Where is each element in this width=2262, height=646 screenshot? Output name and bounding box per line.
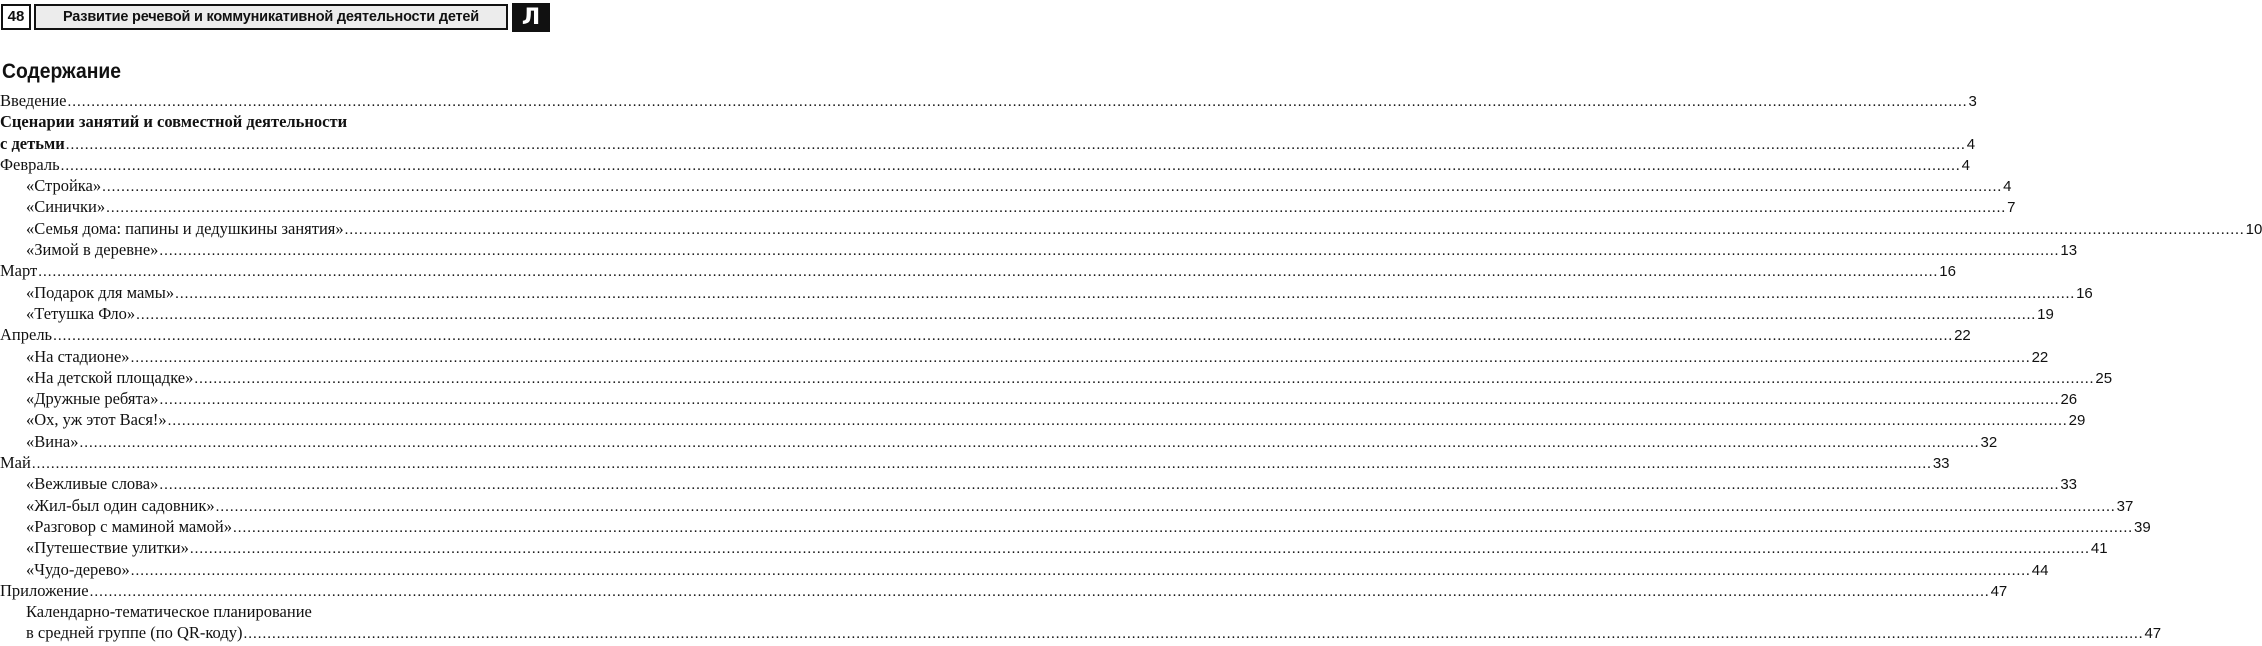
toc-entry-page: 16	[1939, 263, 1956, 281]
dot-leader: ................................................................................................................................................................................................................................................................................................................................................................................................................	[344, 221, 2245, 238]
dot-leader: ................................................................................................................................................................................................................................................................................................................................................................................................................	[167, 413, 2068, 430]
toc-entry-label: «Тетушка Фло»	[26, 303, 136, 323]
dot-leader: ................................................................................................................................................................................................................................................................................................................................................................................................................	[130, 349, 2031, 366]
dot-leader: ................................................................................................................................................................................................................................................................................................................................................................................................................	[65, 136, 1966, 153]
toc-entry-page: 37	[2116, 497, 2134, 515]
toc-entry-page: 44	[2031, 561, 2049, 579]
toc-entry	[0, 218, 2262, 239]
dot-leader: ................................................................................................................................................................................................................................................................................................................................................................................................................	[89, 583, 1990, 600]
toc-entry	[0, 473, 2078, 494]
dot-leader: ................................................................................................................................................................................................................................................................................................................................................................................................................	[106, 200, 2007, 217]
toc-entry-page: 16	[2076, 284, 2093, 302]
toc-entry-label: «Ох, уж этот Вася!»	[26, 410, 167, 430]
toc-entry	[0, 622, 2162, 643]
toc-entry-page: 22	[1954, 327, 1971, 345]
dot-leader: ................................................................................................................................................................................................................................................................................................................................................................................................................	[233, 519, 2134, 536]
publisher-logo-icon: Л	[512, 3, 550, 32]
toc-entry	[0, 580, 2008, 601]
toc-entry-page: 4	[1966, 135, 1976, 153]
dot-leader: ................................................................................................................................................................................................................................................................................................................................................................................................................	[53, 328, 1954, 345]
toc-entry	[0, 388, 2078, 409]
dot-leader: ................................................................................................................................................................................................................................................................................................................................................................................................................	[130, 562, 2031, 579]
toc-entry-page: 47	[2144, 625, 2162, 643]
toc-entry-page: 33	[2060, 476, 2078, 494]
toc-entry-page: 33	[1932, 455, 1950, 473]
toc-entry-page: 7	[2007, 199, 2016, 217]
toc-entry-label: «Вежливые слова»	[26, 474, 159, 494]
toc-entry	[0, 516, 2151, 537]
toc-entry-page: 26	[2060, 391, 2078, 409]
toc-entry-label: «Разговор с маминой мамой»	[26, 516, 233, 536]
dot-leader: ................................................................................................................................................................................................................................................................................................................................................................................................................	[60, 157, 1961, 174]
toc-entry	[0, 260, 1956, 281]
dot-leader: ................................................................................................................................................................................................................................................................................................................................................................................................................	[243, 626, 2144, 643]
dot-leader: ................................................................................................................................................................................................................................................................................................................................................................................................................	[175, 285, 2076, 302]
toc-entry-label: Февраль	[0, 154, 60, 174]
toc-entry-page: 29	[2068, 412, 2086, 430]
dot-leader: ................................................................................................................................................................................................................................................................................................................................................................................................................	[31, 456, 1932, 473]
toc-entry	[0, 409, 2086, 430]
toc-entry-label: «Синички»	[26, 197, 106, 217]
toc-entry	[0, 175, 2012, 196]
toc-entry-label: «На детской площадке»	[26, 367, 194, 387]
toc-entry-page: 13	[2060, 242, 2078, 260]
toc-entry-label: Введение	[0, 91, 67, 110]
toc-entry-page: 3	[1968, 93, 1977, 110]
toc-entry	[0, 367, 2113, 388]
toc-entry-label: Календарно-тематическое планирование	[26, 602, 312, 622]
toc-entry-page: 19	[2037, 305, 2054, 323]
toc-entry	[0, 154, 1970, 175]
toc-entry-label: Приложение	[0, 580, 89, 600]
toc-entry-page: 4	[1961, 156, 1970, 174]
toc-entry	[0, 303, 2054, 324]
toc-entry	[0, 559, 2049, 580]
dot-leader: ................................................................................................................................................................................................................................................................................................................................................................................................................	[189, 541, 2090, 558]
toc-entry-label: Апрель	[0, 325, 53, 345]
table-of-contents	[0, 90, 2262, 644]
toc-entry-page: 39	[2134, 518, 2151, 536]
toc-entry	[0, 90, 1977, 111]
toc-entry-label: «Стройка»	[26, 176, 102, 196]
dot-leader: ................................................................................................................................................................................................................................................................................................................................................................................................................	[159, 477, 2060, 494]
toc-entry-page: 22	[2031, 348, 2049, 366]
toc-entry-label: «Вина»	[26, 431, 79, 451]
toc-entry-label: Сценарии занятий и совместной деятельности	[0, 112, 348, 132]
dot-leader: ................................................................................................................................................................................................................................................................................................................................................................................................................	[215, 498, 2116, 515]
toc-entry	[0, 196, 2016, 217]
toc-entry-label: «Зимой в деревне»	[26, 240, 159, 260]
toc-entry	[0, 324, 1971, 345]
toc-entry-label: «Жил-был один садовник»	[26, 495, 215, 515]
toc-entry-label: «Семья дома: папины и дедушкины занятия»	[26, 218, 344, 238]
page-header	[0, 0, 552, 34]
toc-entry-label: «Подарок для мамы»	[26, 282, 175, 302]
toc-entry-page: 41	[2090, 540, 2108, 558]
toc-entry	[0, 452, 1950, 473]
toc-entry-label: «Чудо-дерево»	[26, 559, 130, 579]
dot-leader: ................................................................................................................................................................................................................................................................................................................................................................................................................	[38, 264, 1939, 281]
toc-entry-page: 32	[1980, 433, 1998, 451]
toc-entry-page: 4	[2003, 178, 2012, 196]
toc-entry-label: с детьми	[0, 133, 65, 153]
toc-entry	[0, 282, 2093, 303]
toc-entry-label: «Дружные ребята»	[26, 389, 159, 409]
toc-entry-label: Март	[0, 261, 38, 281]
toc-entry-label: «На стадионе»	[26, 346, 130, 366]
toc-entry-page: 10	[2245, 220, 2262, 238]
dot-leader: ................................................................................................................................................................................................................................................................................................................................................................................................................	[159, 243, 2060, 260]
toc-entry-page: 47	[1990, 582, 2008, 600]
toc-entry	[0, 133, 1976, 154]
toc-entry	[0, 346, 2049, 367]
toc-entry-label: в средней группе (по QR-коду)	[26, 623, 243, 643]
toc-entry	[0, 495, 2134, 516]
dot-leader: ................................................................................................................................................................................................................................................................................................................................................................................................................	[159, 392, 2060, 409]
running-title: Развитие речевой и коммуникативной деятельности детей	[34, 4, 508, 30]
toc-entry	[0, 537, 2108, 558]
dot-leader: ................................................................................................................................................................................................................................................................................................................................................................................................................	[194, 370, 2095, 387]
dot-leader: ................................................................................................................................................................................................................................................................................................................................................................................................................	[136, 306, 2037, 323]
toc-entry	[0, 239, 2078, 260]
toc-entry-label: «Путешествие улитки»	[26, 538, 189, 558]
dot-leader: ................................................................................................................................................................................................................................................................................................................................................................................................................	[102, 179, 2003, 196]
toc-title: Содержание	[2, 60, 122, 83]
toc-entry-page: 25	[2095, 369, 2113, 387]
dot-leader: ................................................................................................................................................................................................................................................................................................................................................................................................................	[79, 434, 1980, 451]
page-number: 48	[1, 4, 31, 30]
toc-entry	[0, 431, 1998, 452]
toc-entry	[0, 111, 544, 132]
dot-leader: ................................................................................................................................................................................................................................................................................................................................................................................................................	[67, 94, 1968, 110]
toc-entry	[0, 601, 544, 622]
toc-entry-label: Май	[0, 453, 31, 473]
